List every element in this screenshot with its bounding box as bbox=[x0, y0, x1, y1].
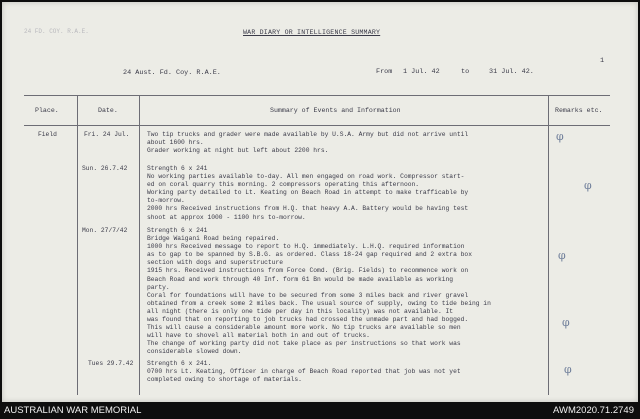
column-header-remarks: Remarks etc. bbox=[555, 107, 603, 114]
summary-line: obtained from a creek some 2 miles back. The usual source of supply, owing to tide being in bbox=[147, 299, 491, 307]
archive-reference: AWM2020.71.2749 bbox=[553, 405, 634, 416]
archive-name: AUSTRALIAN WAR MEMORIAL bbox=[4, 405, 142, 416]
summary-line: Coral for foundations will have to be secured from some 3 miles back and river gravel bbox=[147, 291, 469, 299]
to-label: to bbox=[461, 68, 470, 76]
summary-line: Strength 6 x 241 bbox=[147, 165, 208, 172]
remarks-initial-mark: φ bbox=[564, 363, 572, 376]
summary-line: completed owing to shortage of materials. bbox=[147, 376, 302, 384]
entry-date: Fri. 24 Jul. bbox=[84, 131, 130, 138]
corner-stamp: 24 FD. COY. R.A.E. bbox=[24, 28, 89, 35]
summary-line: Two tip trucks and grader were made available by U.S.A. Army but did not arrive until bbox=[147, 131, 469, 138]
summary-line: section with dogs and superstructure bbox=[147, 259, 284, 267]
summary-line: Grader working at night but left about 2200 hrs. bbox=[147, 147, 329, 155]
summary-line: This will cause a considerable amount more work. No tip trucks are available so men bbox=[147, 324, 461, 332]
remarks-initial-mark: φ bbox=[584, 179, 592, 192]
remarks-initial-mark: φ bbox=[562, 316, 570, 329]
table-top-rule bbox=[24, 95, 610, 96]
summary-line: 1000 hrs Received message to report to H.Q. immediately. L.H.Q. required information bbox=[147, 243, 465, 251]
summary-line: considerable slowed down. bbox=[147, 348, 242, 356]
summary-line: shoot at approx 1000 - 1100 hrs to-morrow. bbox=[147, 213, 306, 221]
summary-line: to-morrow. bbox=[147, 197, 185, 205]
summary-line: Bridge Waigani Road being repaired. bbox=[147, 235, 280, 243]
summary-line: 0700 hrs Lt. Keating, Officer in charge of Beach Road reported that job was not yet bbox=[147, 368, 461, 376]
summary-line: Working party detailed to Lt. Keating on Beach Road in attempt to make trafficable by bbox=[147, 189, 469, 197]
page-mark: 1 bbox=[600, 57, 605, 65]
summary-line: No working parties available to-day. All men engaged on road work. Compressor start- bbox=[147, 173, 465, 181]
to-date: 31 Jul. 42. bbox=[489, 68, 534, 76]
summary-line: was found that on reporting to job trucks had crossed the unmade part and had bogged. bbox=[147, 316, 469, 324]
column-header-summary: Summary of Events and Information bbox=[270, 107, 401, 114]
from-label: From bbox=[376, 68, 393, 76]
remarks-initial-mark: φ bbox=[556, 130, 564, 143]
summary-line: party. bbox=[147, 283, 170, 291]
unit-name: 24 Aust. Fd. Coy. R.A.E. bbox=[123, 69, 221, 77]
entry-date: Sun. 26.7.42 bbox=[82, 165, 128, 172]
column-header-date: Date. bbox=[98, 107, 118, 114]
summary-line: as to gap to be spanned by S.B.G. as ordered. Class 18-24 gap required and 2 extra box bbox=[147, 251, 472, 259]
archive-footer bbox=[0, 402, 640, 419]
summary-line: will have to shovel all material both in and out of trucks. bbox=[147, 332, 370, 340]
summary-line: The change of working party did not take place as per instructions so that work was bbox=[147, 340, 461, 348]
summary-line: Beach Road and work through 40 Inf. form 61 Bn would be made available as working bbox=[147, 275, 454, 283]
diary-page bbox=[2, 2, 638, 402]
column-divider-place bbox=[77, 95, 78, 395]
entry-date: Tues 29.7.42 bbox=[88, 360, 134, 367]
remarks-initial-mark: φ bbox=[558, 249, 566, 262]
summary-line: all night (there is only one tide per day in this locality) was not available. It bbox=[147, 307, 454, 315]
entry-summary bbox=[147, 360, 461, 384]
column-divider-date bbox=[139, 95, 140, 395]
summary-line: Strength 6 x 241. bbox=[147, 360, 212, 367]
summary-line: Strength 6 x 241 bbox=[147, 227, 208, 234]
table-header-rule bbox=[24, 125, 610, 126]
summary-line: 1915 hrs. Received instructions from Force Comd. (Brig. Fields) to recommence work on bbox=[147, 267, 469, 275]
column-header-place: Place. bbox=[35, 107, 59, 114]
from-date: 1 Jul. 42 bbox=[403, 68, 440, 76]
entry-summary bbox=[147, 165, 468, 222]
entry-place: Field bbox=[38, 131, 57, 138]
summary-line: about 1600 hrs. bbox=[147, 139, 204, 147]
summary-line: 2000 hrs Received instructions from H.Q. that heavy A.A. Battery would be having test bbox=[147, 205, 469, 213]
entry-date: Mon. 27/7/42 bbox=[82, 227, 128, 234]
column-divider-remarks bbox=[548, 95, 549, 395]
summary-line: ed on coral quarry this morning. 2 compressors operating this afternoon. bbox=[147, 181, 420, 189]
entry-summary bbox=[147, 131, 468, 155]
entry-summary bbox=[147, 227, 491, 357]
document-title: WAR DIARY OR INTELLIGENCE SUMMARY bbox=[243, 29, 381, 36]
